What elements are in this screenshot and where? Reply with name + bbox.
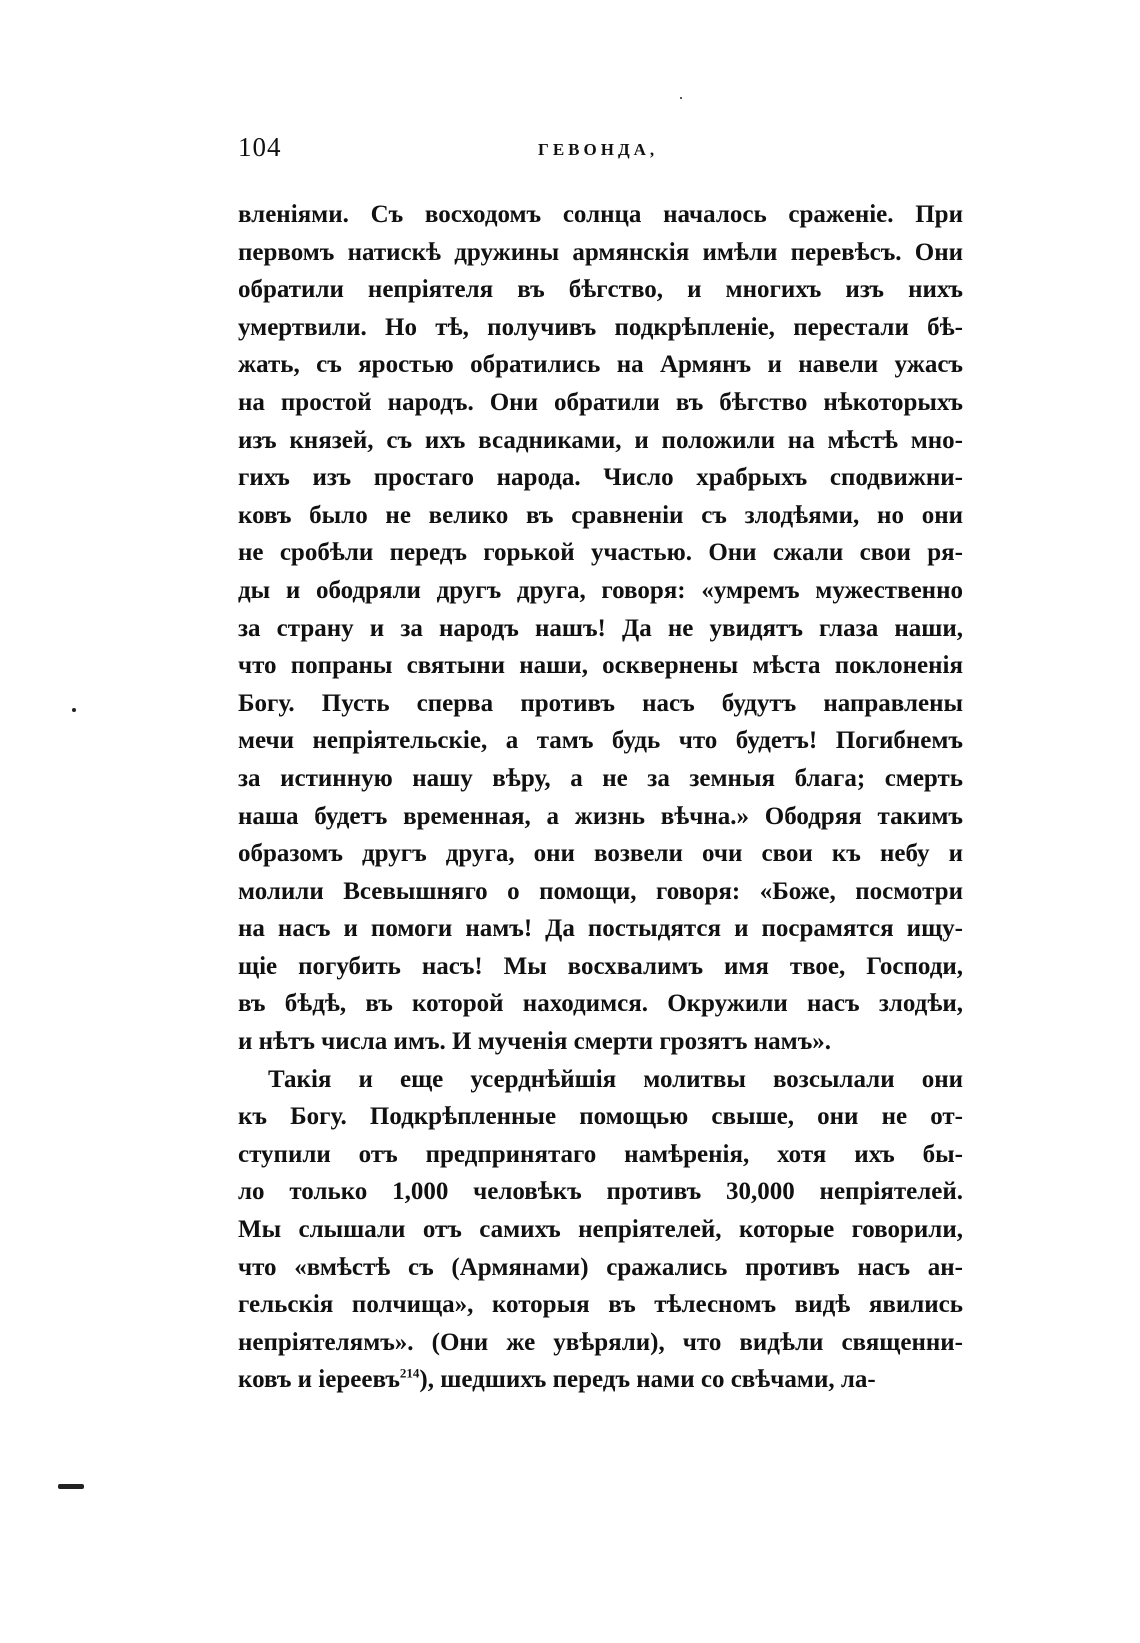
text-line: ды и ободряли другъ друга, говоря: «умремъ мужественно xyxy=(238,576,963,604)
text-segment: ), шедшихъ передъ нами со свѣчами, ла- xyxy=(419,1366,876,1394)
text-line: умертвили. Но тѣ, получивъ подкрѣпленіе, перестали бѣ- xyxy=(238,313,963,341)
text-line: что попраны святыни наши, осквернены мѣста поклоненія xyxy=(238,652,963,680)
text-line: и нѣтъ числа имъ. И мученія смерти грозятъ намъ». xyxy=(238,1028,832,1056)
text-line: наша будетъ временная, а жизнь вѣчна.» Ободряя такимъ xyxy=(238,802,963,830)
text-line: не сробѣли передъ горькой участью. Они сжали свои ря- xyxy=(238,539,963,567)
text-line: молили Всевышняго о помощи, говоря: «Боже, посмотри xyxy=(238,877,963,905)
text-line-paragraph-start: Такія и еще усерднѣйшія молитвы возсылали они xyxy=(268,1065,963,1093)
text-line: мечи непріятельскіе, а тамъ будь что будетъ! Погибнемъ xyxy=(238,727,963,755)
text-line: на насъ и помоги намъ! Да постыдятся и посрамятся ищу- xyxy=(238,915,963,943)
text-segment: ковъ и іереевъ xyxy=(238,1366,400,1394)
text-line: гельскія полчища», которыя въ тѣлесномъ видѣ явились xyxy=(238,1291,963,1319)
text-line: ло только 1,000 человѣкъ противъ 30,000 непріятелей. xyxy=(238,1178,963,1206)
text-line: жать, съ яростью обратились на Армянъ и навели ужасъ xyxy=(238,351,963,379)
text-line: первомъ натискѣ дружины армянскія имѣли перевѣсъ. Они xyxy=(238,238,963,266)
text-line: ковъ было не велико въ сравненіи съ злодѣями, но они xyxy=(238,501,963,529)
text-line: Богу. Пусть сперва противъ насъ будутъ направлены xyxy=(238,689,963,717)
text-line: что «вмѣстѣ съ (Армянами) сражались противъ насъ ан- xyxy=(238,1253,963,1281)
footnote-reference: 214 xyxy=(399,1366,420,1382)
text-line: къ Богу. Подкрѣпленные помощью свыше, они не от- xyxy=(238,1103,963,1131)
text-line: на простой народъ. Они обратили въ бѣгство нѣкоторыхъ xyxy=(238,388,963,416)
text-line: обратили непріятеля въ бѣгство, и многихъ изъ нихъ xyxy=(238,276,963,304)
text-line: Мы слышали отъ самихъ непріятелей, которые говорили, xyxy=(238,1216,963,1244)
text-line-with-footnote xyxy=(238,1361,963,1399)
scan-speck xyxy=(58,1484,84,1489)
scan-speck xyxy=(680,97,682,99)
body-text xyxy=(238,196,963,1399)
scan-speck xyxy=(72,708,76,712)
text-line: непріятелямъ». (Они же увѣряли), что видѣли священни- xyxy=(238,1328,963,1356)
text-line: изъ князей, съ ихъ всадниками, и положили на мѣстѣ мно- xyxy=(238,426,963,454)
page-header xyxy=(238,132,963,172)
text-line: въ бѣдѣ, въ которой находимся. Окружили насъ злодѣи, xyxy=(238,990,963,1018)
text-line: вленіями. Съ восходомъ солнца началось сраженіе. При xyxy=(238,201,963,228)
text-line: щіе погубить насъ! Мы восхвалимъ имя твое, Господи, xyxy=(238,952,963,980)
text-line: ступили отъ предпринятаго намѣренія, хотя ихъ бы- xyxy=(238,1140,963,1168)
running-title: ГЕВОНДА, xyxy=(538,140,659,159)
text-line: гихъ изъ простаго народа. Число храбрыхъ сподвижни- xyxy=(238,464,963,492)
text-line: за истинную нашу вѣру, а не за земныя блага; смерть xyxy=(238,764,963,792)
text-line: образомъ другъ друга, они возвели очи свои къ небу и xyxy=(238,840,963,868)
page-number: 104 xyxy=(238,132,282,162)
text-line: за страну и за народъ нашъ! Да не увидятъ глаза наши, xyxy=(238,614,963,642)
